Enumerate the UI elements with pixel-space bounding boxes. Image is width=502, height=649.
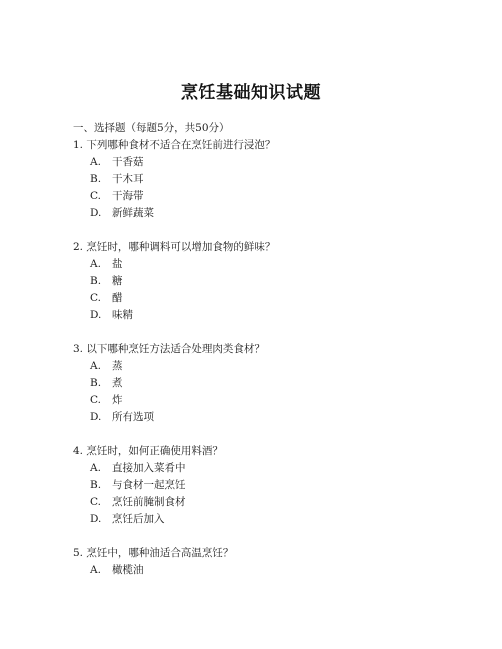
question-list bbox=[73, 120, 473, 596]
option-letter: D. bbox=[90, 411, 102, 423]
question-text: 1. 下列哪种食材不适合在烹饪前进行浸泡？ bbox=[73, 139, 276, 151]
option-c bbox=[73, 392, 473, 409]
option-letter: A. bbox=[90, 564, 101, 576]
option-letter: D. bbox=[90, 513, 102, 525]
option-letter: C. bbox=[90, 190, 101, 202]
question-3 bbox=[73, 341, 473, 426]
option-b bbox=[73, 477, 473, 494]
option-text: 煮 bbox=[112, 377, 123, 389]
option-a bbox=[73, 358, 473, 375]
option-b bbox=[73, 171, 473, 188]
option-letter: B. bbox=[90, 173, 102, 185]
option-d bbox=[73, 511, 473, 528]
option-letter: C. bbox=[90, 394, 101, 406]
option-text: 干木耳 bbox=[112, 173, 144, 185]
option-a bbox=[73, 154, 473, 171]
option-letter: B. bbox=[90, 479, 102, 491]
question-text: 5. 烹饪中，哪种油适合高温烹饪？ bbox=[73, 547, 234, 559]
option-d bbox=[73, 307, 473, 324]
document-title: 烹饪基础知识试题 bbox=[181, 83, 321, 103]
question-text: 3. 以下哪种烹饪方法适合处理肉类食材？ bbox=[73, 343, 265, 355]
section-heading: 一、选择题（每题5分，共50分） bbox=[73, 122, 230, 134]
option-c bbox=[73, 290, 473, 307]
option-b bbox=[73, 375, 473, 392]
option-text: 与食材一起烹饪 bbox=[112, 479, 186, 491]
option-letter: A. bbox=[90, 360, 101, 372]
option-c bbox=[73, 494, 473, 511]
option-text: 盐 bbox=[112, 258, 123, 270]
question-text: 2. 烹饪时，哪种调料可以增加食物的鲜味？ bbox=[73, 241, 276, 253]
option-a bbox=[73, 460, 473, 477]
question-text: 4. 烹饪时，如何正确使用料酒？ bbox=[73, 445, 223, 457]
option-text: 所有选项 bbox=[112, 411, 154, 423]
option-d bbox=[73, 409, 473, 426]
option-text: 烹饪后加入 bbox=[112, 513, 165, 525]
option-letter: D. bbox=[90, 309, 102, 321]
option-b bbox=[73, 273, 473, 290]
option-letter: A. bbox=[90, 156, 101, 168]
option-text: 烹饪前腌制食材 bbox=[112, 496, 186, 508]
option-text: 糖 bbox=[112, 275, 123, 287]
option-c bbox=[73, 188, 473, 205]
option-d bbox=[73, 205, 473, 222]
option-letter: C. bbox=[90, 292, 101, 304]
option-text: 炸 bbox=[112, 394, 123, 406]
option-text: 新鲜蔬菜 bbox=[112, 207, 154, 219]
option-letter: A. bbox=[90, 258, 101, 270]
option-letter: C. bbox=[90, 496, 101, 508]
option-text: 醋 bbox=[112, 292, 123, 304]
option-text: 干香菇 bbox=[112, 156, 144, 168]
option-letter: A. bbox=[90, 462, 101, 474]
option-letter: B. bbox=[90, 275, 102, 287]
option-text: 蒸 bbox=[112, 360, 123, 372]
question-4 bbox=[73, 443, 473, 528]
option-a bbox=[73, 256, 473, 273]
option-letter: D. bbox=[90, 207, 102, 219]
option-text: 橄榄油 bbox=[112, 564, 144, 576]
question-5 bbox=[73, 545, 473, 579]
question-1 bbox=[73, 137, 473, 222]
option-text: 干海带 bbox=[112, 190, 144, 202]
option-a bbox=[73, 562, 473, 579]
option-text: 味精 bbox=[112, 309, 133, 321]
question-2 bbox=[73, 239, 473, 324]
option-letter: B. bbox=[90, 377, 102, 389]
option-text: 直接加入菜肴中 bbox=[112, 462, 186, 474]
